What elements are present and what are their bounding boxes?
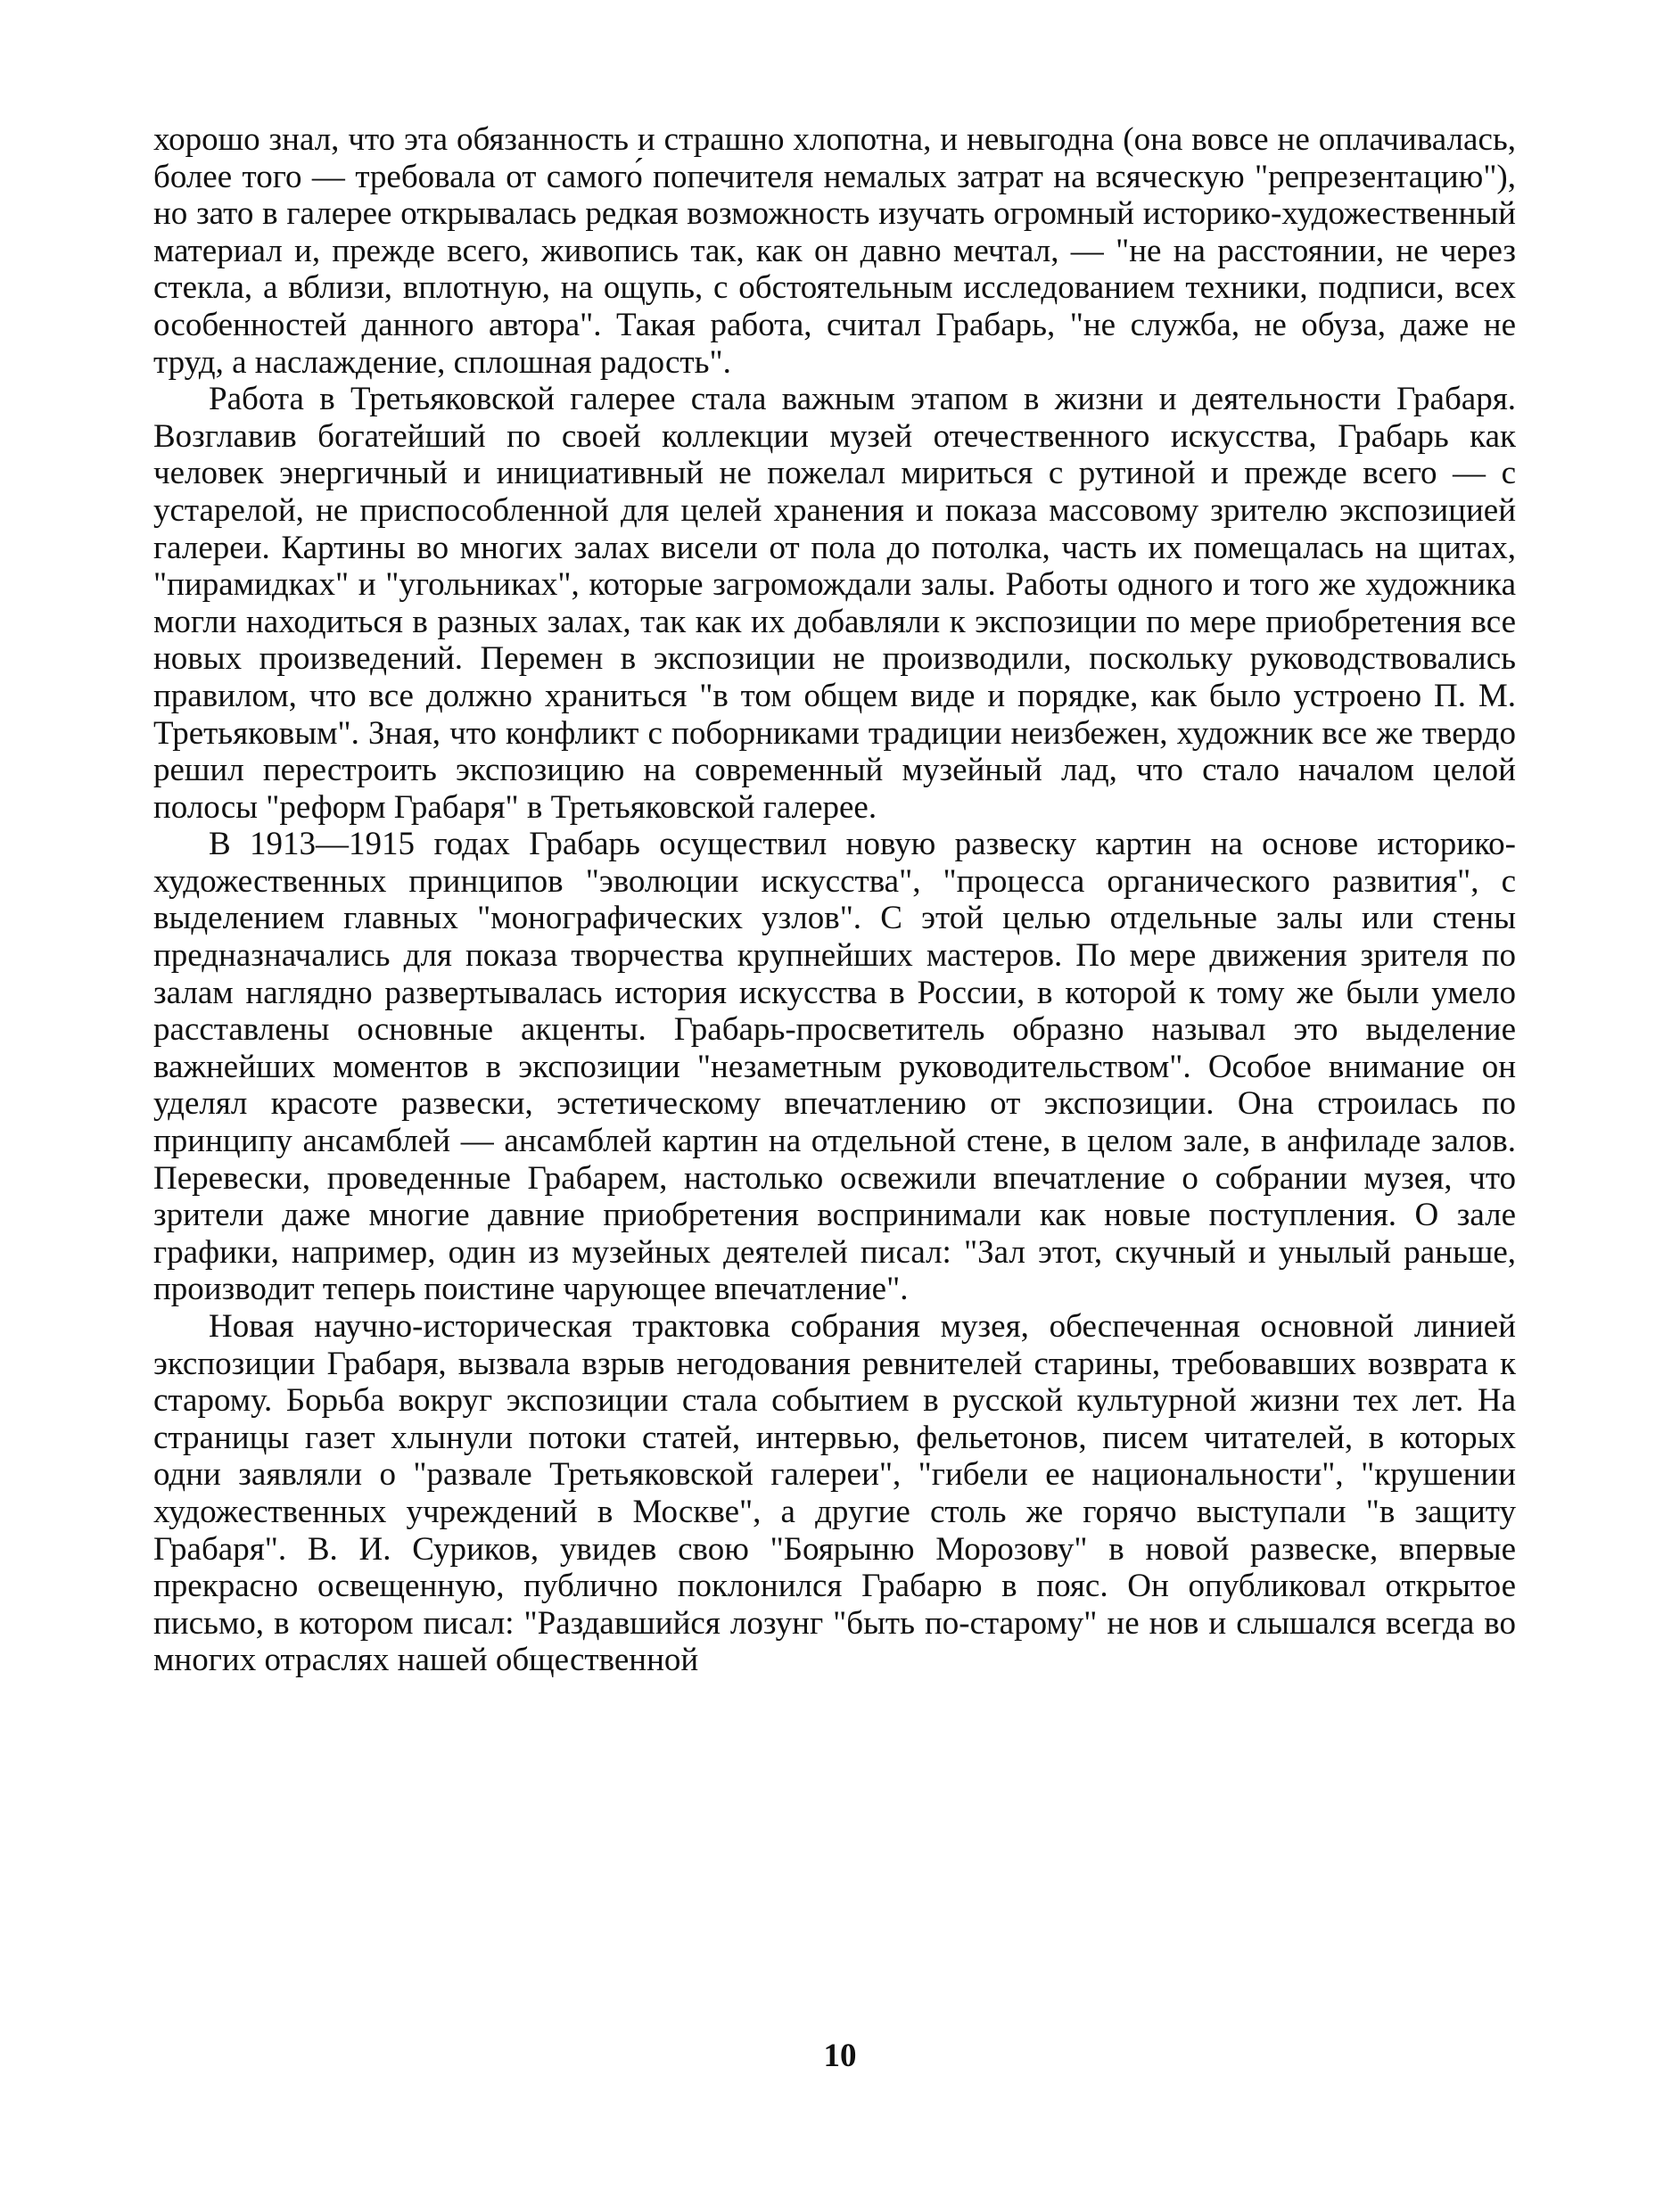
- paragraph-1: хорошо знал, что эта обязанность и страшно хлопотна, и невыгодна (она вовсе не оплачивалась, более того — требовала от самого́ попечителя немалых затрат на всяческую "репрезентацию"), но зато в галерее открывалась редкая возможность изучать огромный историко-художественный материал и, прежде всего, живопись так, как он давно мечтал, — "не на расстоянии, не через стекла, а вблизи, вплотную, на ощупь, с обстоятельным исследованием техники, подписи, всех особенностей данного автора". Такая работа, считал Грабарь, "не служба, не обуза, даже не труд, а наслаждение, сплошная радость".: [153, 121, 1516, 381]
- page-number: 10: [823, 2038, 857, 2074]
- paragraph-2: Работа в Третьяковской галерее стала важным этапом в жизни и деятельности Грабаря. Возглавив богатейший по своей коллекции музей отечественного искусства, Грабарь как человек энергичный и инициативный не пожелал мириться с рутиной и прежде всего — с устарелой, не приспособленной для целей хранения и показа массовому зрителю экспозицией галереи. Картины во многих залах висели от пола до потолка, часть их помещалась на щитах, "пирамидках" и "угольниках", которые загромождали залы. Работы одного и того же художника могли находиться в разных залах, так как их добавляли к экспозиции по мере приобретения все новых произведений. Перемен в экспозиции не производили, поскольку руководствовались правилом, что все должно храниться "в том общем виде и порядке, как было устроено П. М. Третьяковым". Зная, что конфликт с поборниками традиции неизбежен, художник все же твердо решил перестроить экспозицию на современный музейный лад, что стало началом целой полосы "реформ Грабаря" в Третьяковской галерее.: [153, 381, 1516, 826]
- paragraph-3: В 1913—1915 годах Грабарь осуществил новую развеску картин на основе историко-художественных принципов "эволюции искусства", "процесса органического развития", с выделением главных "монографических узлов". С этой целью отдельные залы или стены предназначались для показа творчества крупнейших мастеров. По мере движения зрителя по залам наглядно развертывалась история искусства в России, в которой к тому же были умело расставлены основные акценты. Грабарь-просветитель образно называл это выделение важнейших моментов в экспозиции "незаметным руководительством". Особое внимание он уделял красоте развески, эстетическому впечатлению от экспозиции. Она строилась по принципу ансамблей — ансамблей картин на отдельной стене, в целом зале, в анфиладе залов. Перевески, проведенные Грабарем, настолько освежили впечатление о собрании музея, что зрители даже многие давние приобретения воспринимали как новые поступления. О зале графики, например, один из музейных деятелей писал: "Зал этот, скучный и унылый раньше, производит теперь поистине чарующее впечатление".: [153, 826, 1516, 1308]
- page-body: [153, 121, 1516, 1679]
- paragraph-4: Новая научно-историческая трактовка собрания музея, обеспеченная основной линией экспозиции Грабаря, вызвала взрыв негодования ревнителей старины, требовавших возврата к старому. Борьба вокруг экспозиции стала событием в русской культурной жизни тех лет. На страницы газет хлынули потоки статей, интервью, фельетонов, писем читателей, в которых одни заявляли о "развале Третьяковской галереи", "гибели ее национальности", "крушении художественных учреждений в Москве", а другие столь же горячо выступали "в защиту Грабаря". В. И. Суриков, увидев свою "Боярыню Морозову" в новой развеске, впервые прекрасно освещенную, публично поклонился Грабарю в пояс. Он опубликовал открытое письмо, в котором писал: "Раздавшийся лозунг "быть по-старому" не нов и слышался всегда во многих отраслях нашей общественной: [153, 1308, 1516, 1679]
